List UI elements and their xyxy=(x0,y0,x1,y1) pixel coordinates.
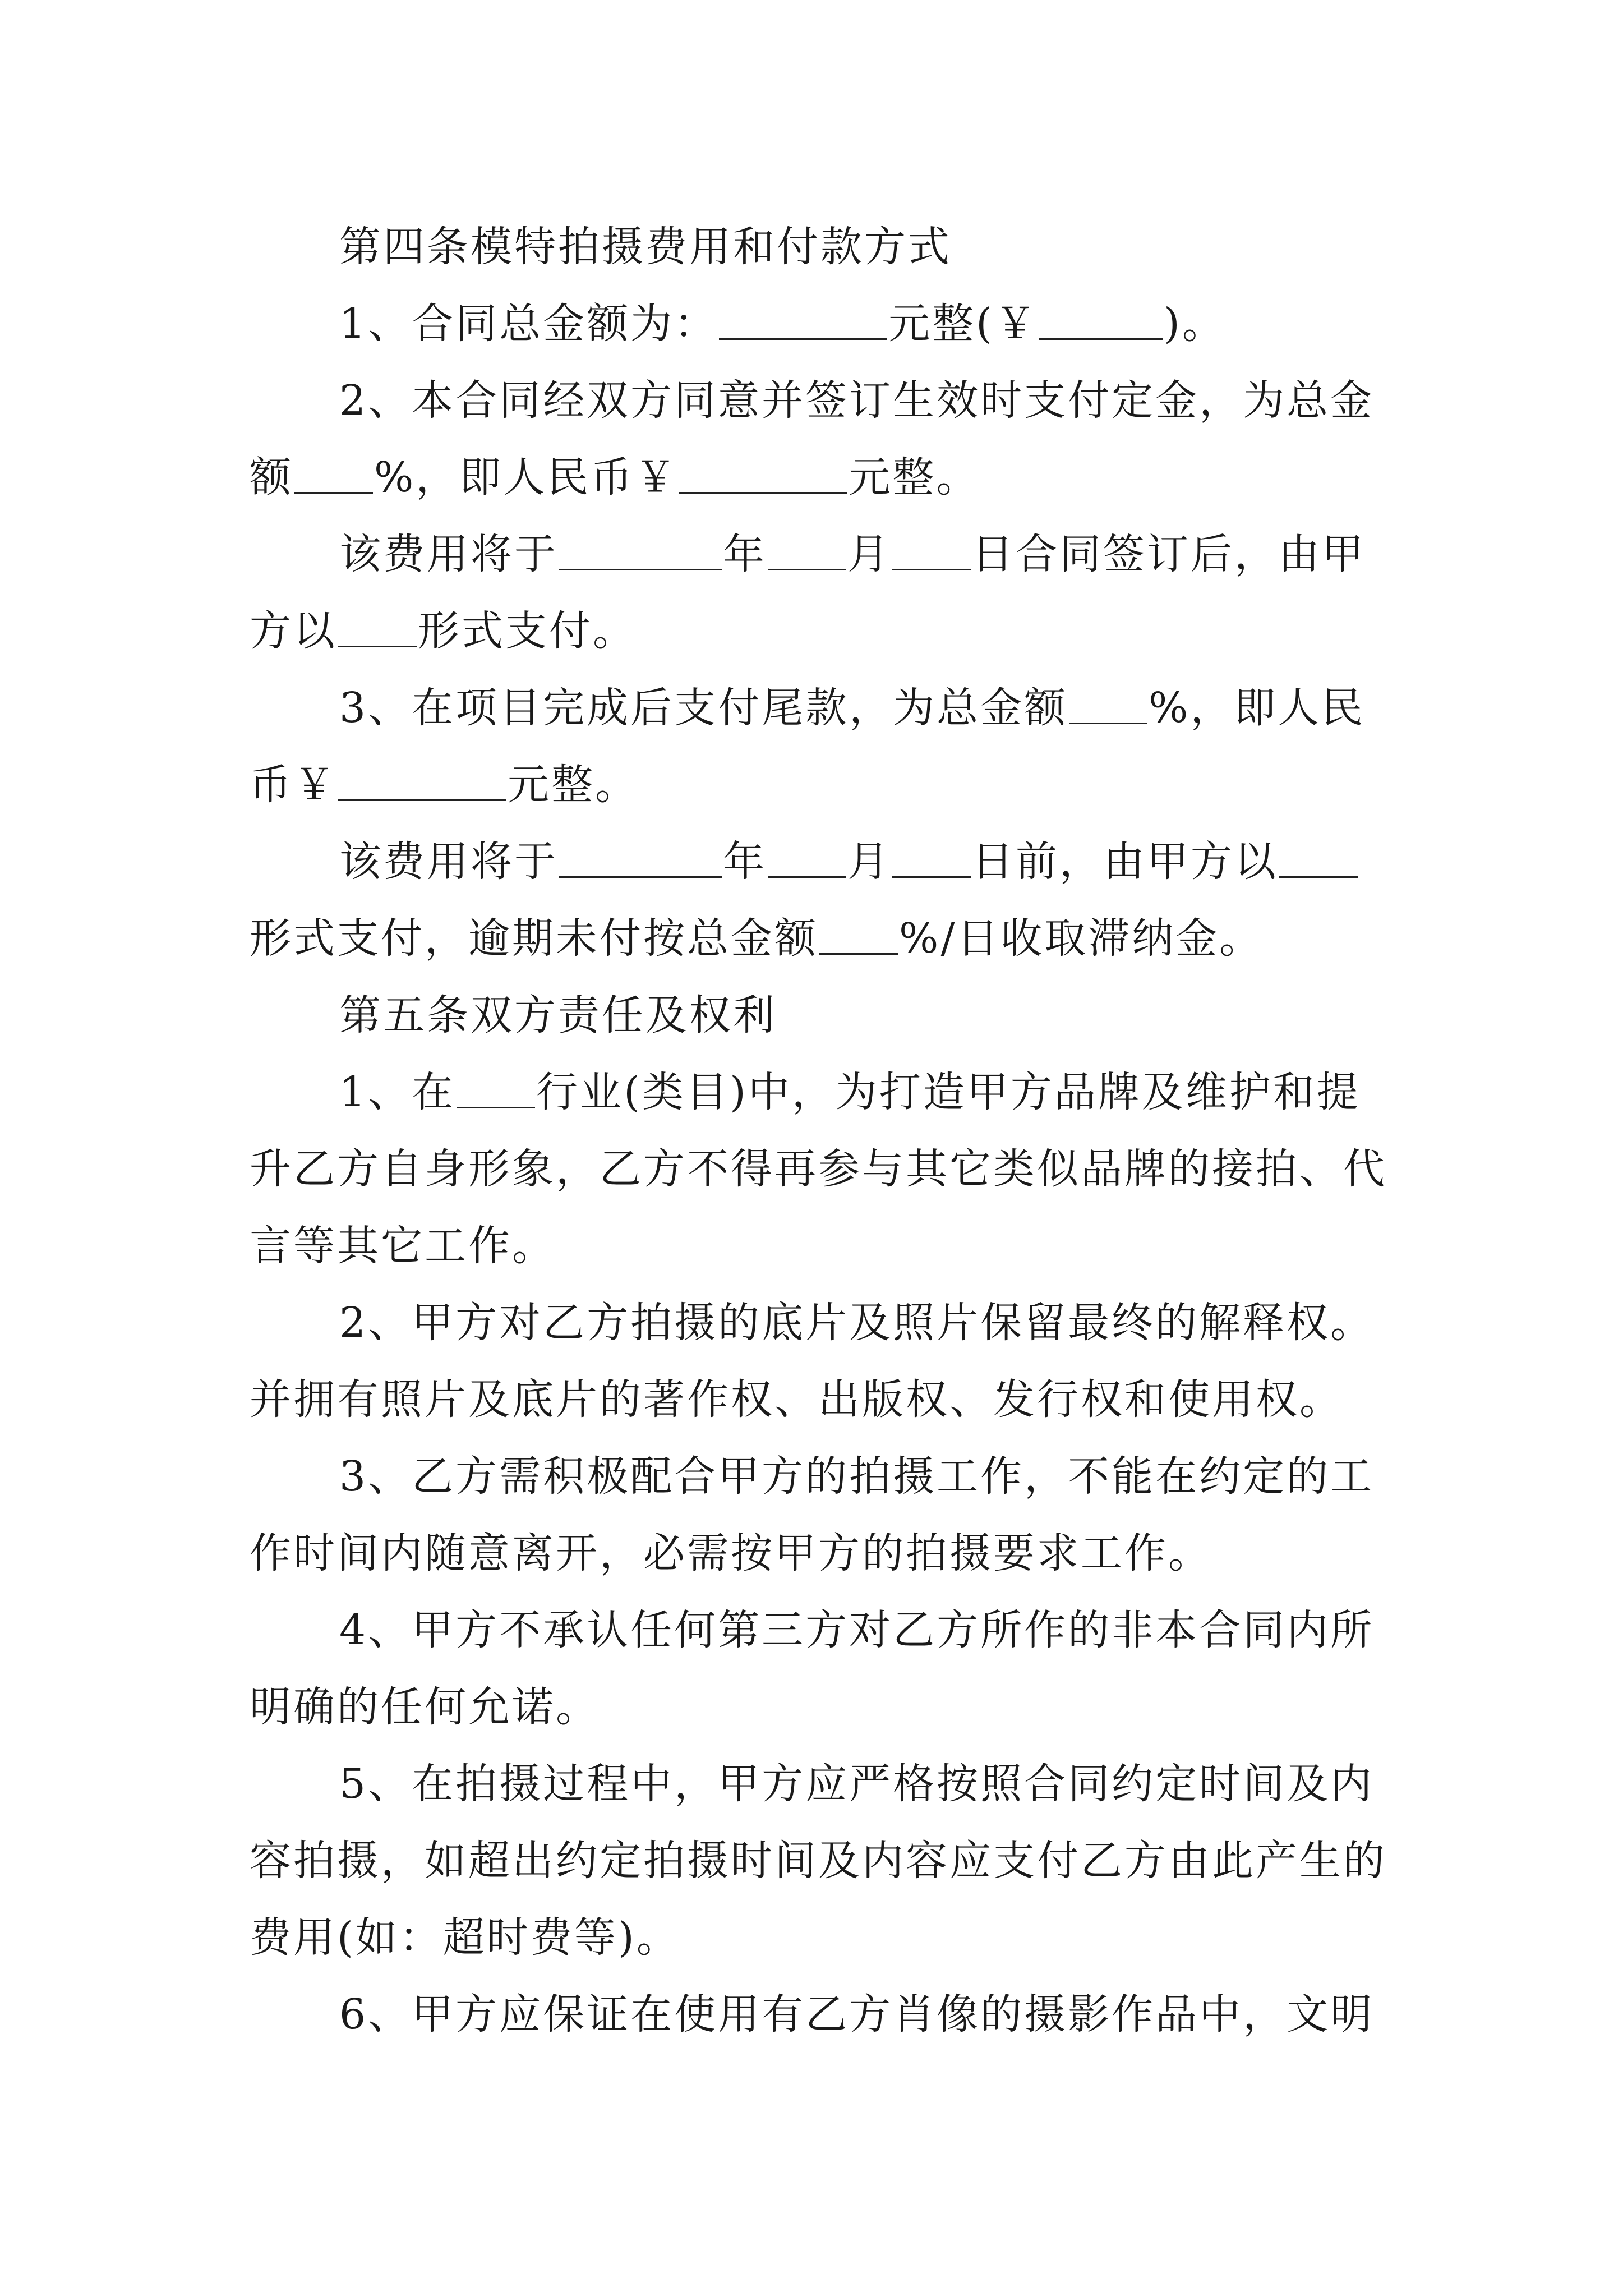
clause-4-3: 3、在项目完成后支付尾款，为总金额 %，即人民币￥ 元整。 xyxy=(250,684,1366,809)
document-body xyxy=(250,209,1394,2053)
blank-total-amount-figure xyxy=(1039,305,1163,340)
blank-payment-form xyxy=(338,612,417,647)
blank-total-amount xyxy=(719,305,887,340)
clause-4-1: 1、合同总金额为： 元整(￥ )。 xyxy=(339,300,1226,348)
clause-5-2: 2、甲方对乙方拍摄的底片及照片保留最终的解释权。并拥有照片及底片的著作权、出版权、发行权和使用权。 xyxy=(250,1299,1375,1424)
blank-payment-form xyxy=(1279,843,1358,878)
clause-5-1: 1、在 行业(类目)中，为打造甲方品牌及维护和提升乙方自身形象，乙方不得再参与其它类似品牌的接拍、代言等其它工作。 xyxy=(250,1068,1387,1270)
clause-5-3: 3、乙方需积极配合甲方的拍摄工作，不能在约定的工作时间内随意离开，必需按甲方的拍摄要求工作。 xyxy=(250,1452,1375,1577)
blank-deposit-percent xyxy=(294,458,373,494)
blank-final-percent xyxy=(1069,689,1147,724)
blank-year xyxy=(559,843,722,878)
blank-deposit-amount xyxy=(679,458,847,494)
section-heading-4: 第四条模特拍摄费用和付款方式 xyxy=(339,223,952,271)
clause-5-4: 4、甲方不承认任何第三方对乙方所作的非本合同内所明确的任何允诺。 xyxy=(250,1606,1375,1731)
blank-year xyxy=(559,535,722,570)
blank-final-amount xyxy=(338,766,506,801)
clause-5-6: 6、甲方应保证在使用有乙方肖像的摄影作品中，文明 xyxy=(339,1990,1375,2039)
blank-industry xyxy=(457,1073,535,1108)
blank-month xyxy=(768,535,846,570)
clause-4-2-payment-date: 该费用将于 年 月 日合同签订后，由甲方以 形式支付。 xyxy=(250,530,1366,655)
blank-day xyxy=(892,843,971,878)
clause-5-5: 5、在拍摄过程中，甲方应严格按照合同约定时间及内容拍摄，如超出约定拍摄时间及内容应支付乙方由此产生的费用(如：超时费等)。 xyxy=(250,1760,1387,1962)
clause-4-3-payment-date: 该费用将于 年 月 日前，由甲方以形式支付，逾期未付按总金额 %/日收取滞纳金。 xyxy=(250,823,1394,977)
blank-day xyxy=(892,535,971,570)
section-heading-5: 第五条双方责任及权利 xyxy=(339,991,777,1039)
blank-month xyxy=(768,843,846,878)
blank-late-fee-percent xyxy=(819,919,898,955)
clause-4-2: 2、本合同经双方同意并签订生效时支付定金，为总金额 %，即人民币￥ 元整。 xyxy=(250,376,1375,501)
